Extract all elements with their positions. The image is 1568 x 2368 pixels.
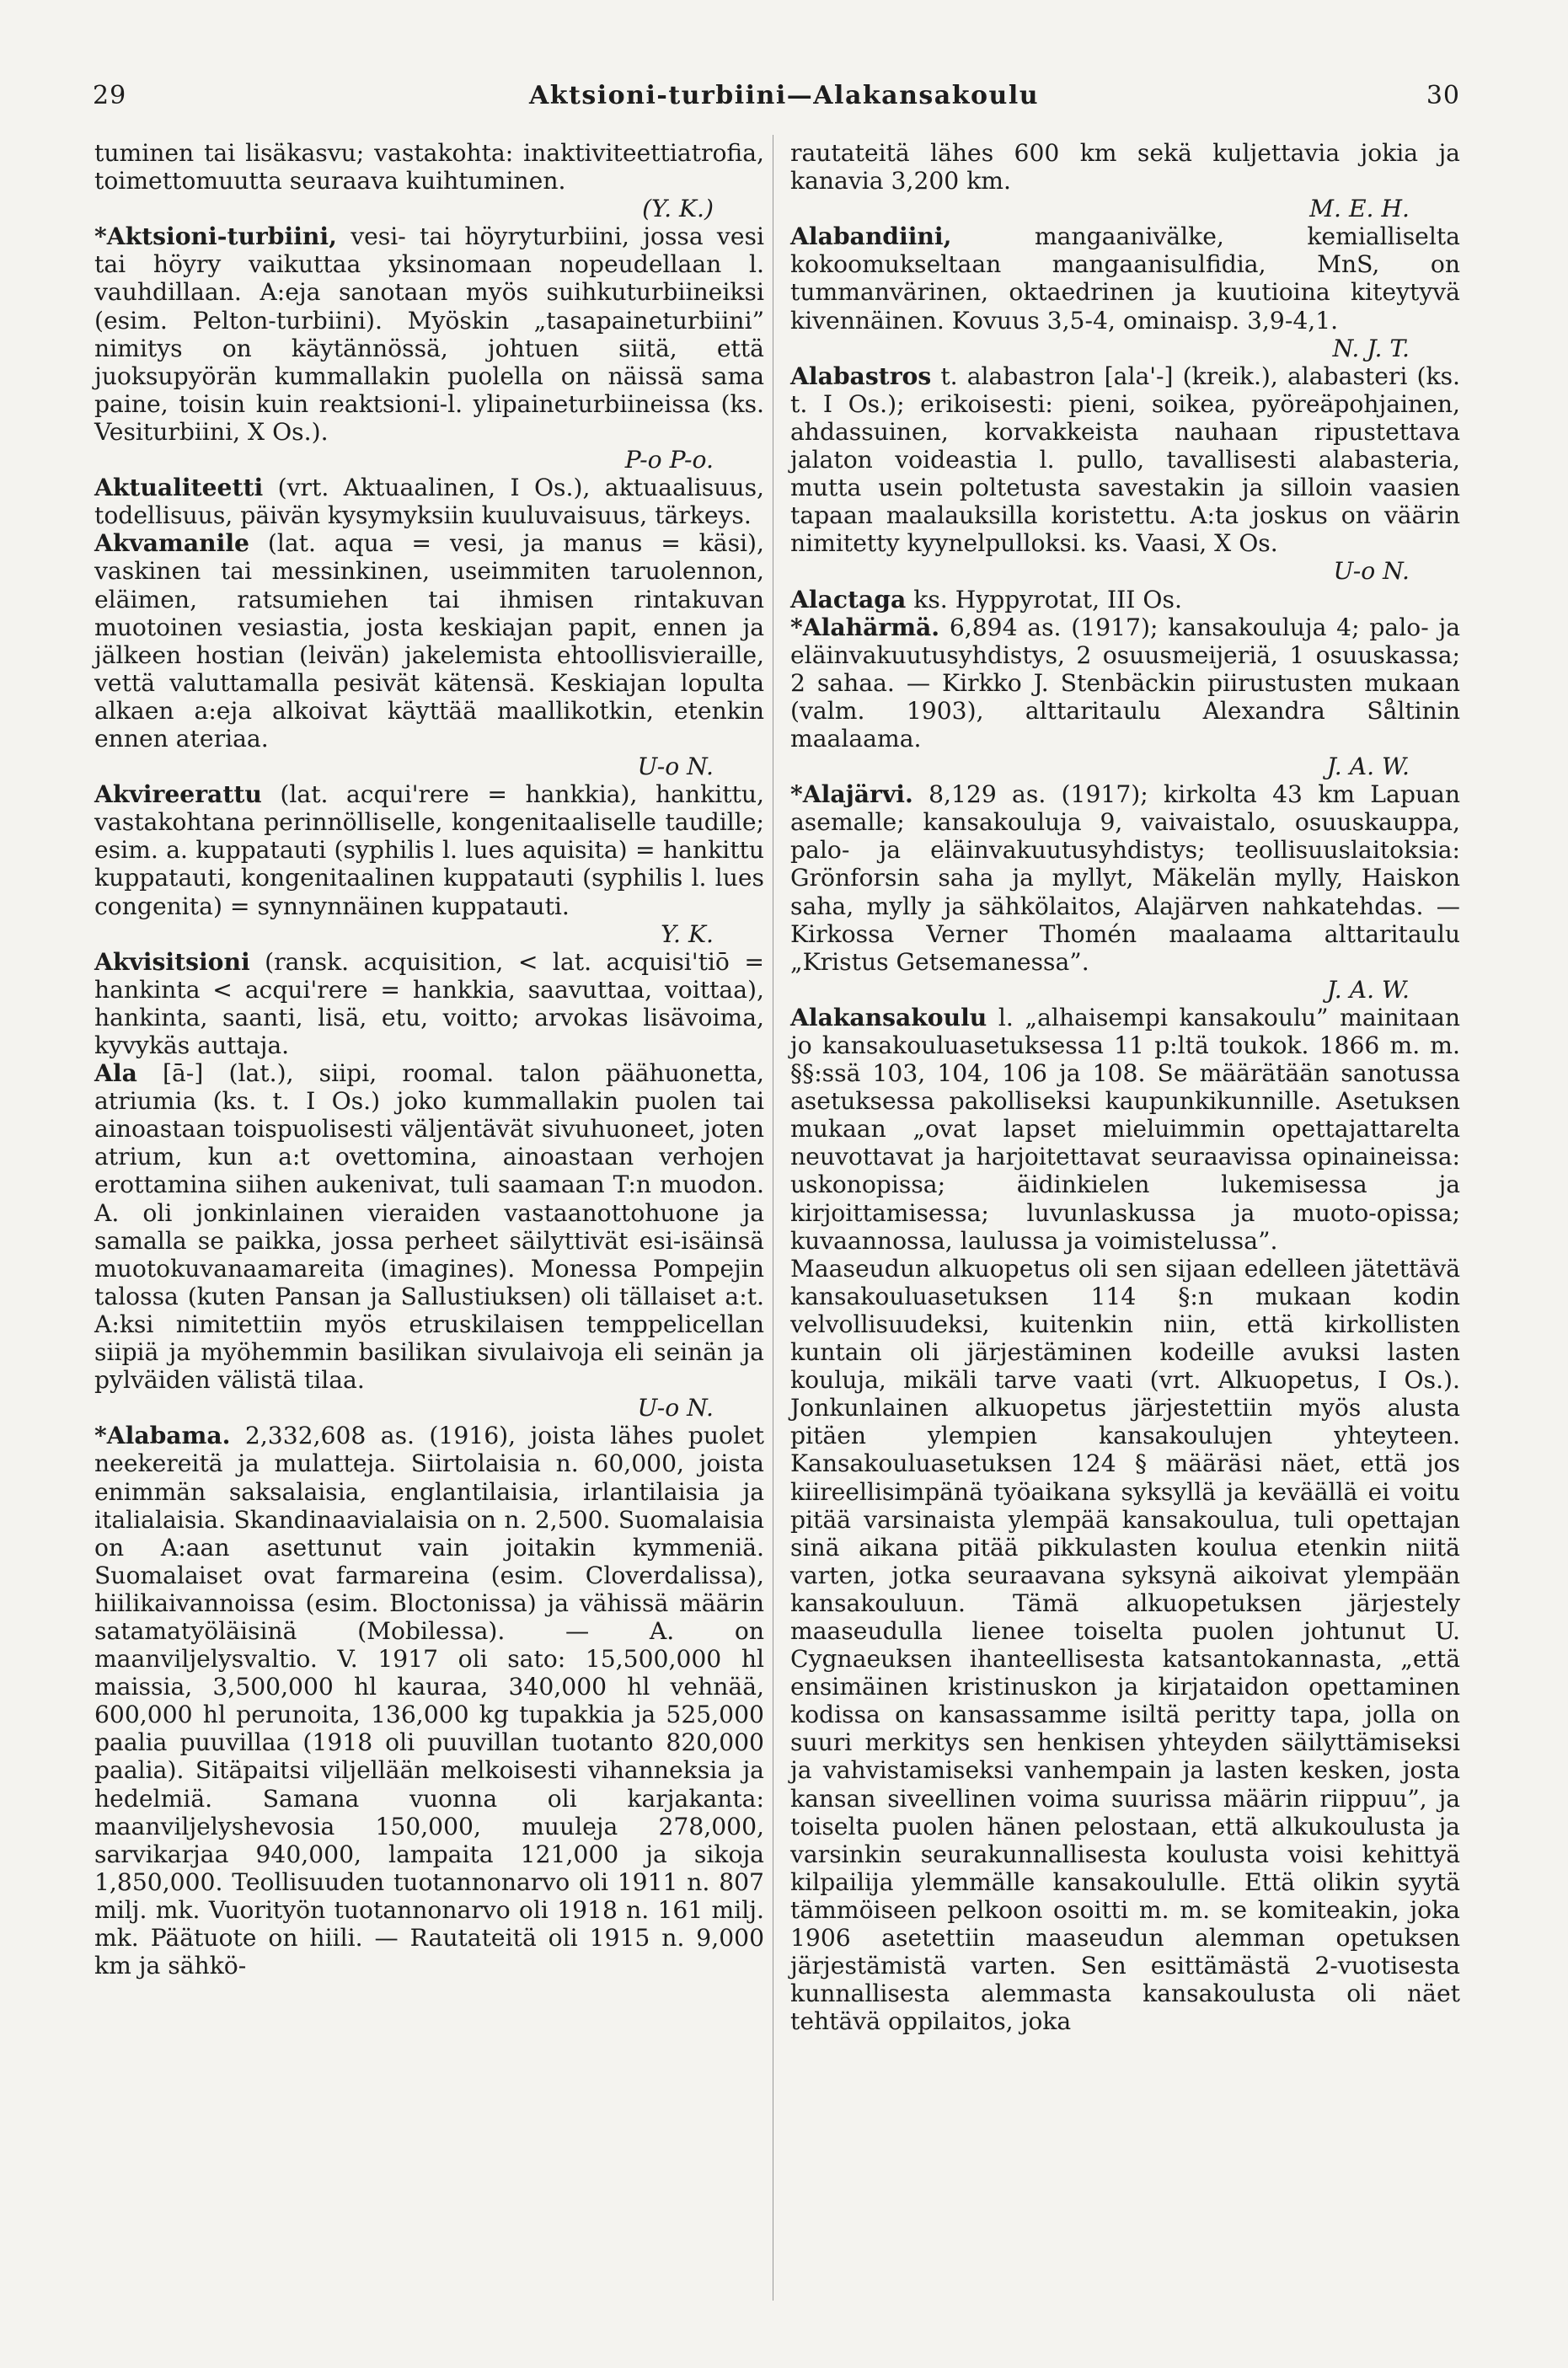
article-entry bbox=[94, 948, 764, 1059]
headword: *Aktsioni-turbiini, bbox=[94, 222, 337, 251]
page-number-left: 29 bbox=[93, 81, 127, 110]
article-entry bbox=[94, 222, 764, 474]
entry-text: 6,894 as. (1917); kansakouluja 4; palo- ja eläinvakuutusyhdistys, 2 osuusmeijeriä, 1 osuuskassa; 2 sahaa. — Kirkko J. Stenbäckin piirustusten mukaan (valm. 1903), alttaritaulu Alexandra Såltinin maalaama. bbox=[790, 613, 1460, 753]
entry-text: (ransk. acquisition, < lat. acquisi'tiō = hankinta < acqui'rere = hankkia, saavuttaa, voittaa), hankinta, saanti, lisä, etu, voitto; arvokas lisävoima, kyvykäs auttaja. bbox=[94, 947, 764, 1059]
author-signature: J. A. W. bbox=[1326, 975, 1410, 1004]
article-entry bbox=[94, 780, 764, 948]
entry-text: (lat. acqui'rere = hankkia), hankittu, vastakohtana perinnölliselle, kongenitaaliselle taudille; esim. a. kuppatauti (syphilis l. lues aquisita) = hankittu kuppatauti, kongenitaalinen kuppatauti (syphilis l. lues congenita) = synnynnäinen kuppatauti. bbox=[94, 780, 764, 920]
entry-text: rautateitä lähes 600 km sekä kuljettavia jokia ja kanavia 3,200 km. bbox=[790, 139, 1460, 196]
entry-text: vesi- tai höyryturbiini, jossa vesi tai höyry vaikuttaa yksinomaan nopeudellaan l. vauhdillaan. A:eja sanotaan myös suihkuturbiineiksi (esim. Pelton-turbiini). Myöskin „tasapaineturbiini” nimitys on käytännössä, johtuen siitä, että juoksupyörän kummallakin puolella on näissä sama paine, toisin kuin reaktsioni-l. ylipaineturbiineissa (ks. Vesiturbiini, X Os.). bbox=[94, 222, 764, 446]
running-title: Aktsioni-turbiini—Alakansakoulu bbox=[528, 81, 1040, 110]
author-signature: N. J. T. bbox=[1332, 334, 1410, 362]
article-entry bbox=[790, 139, 1460, 222]
headword: Akvamanile bbox=[94, 529, 249, 558]
entry-text: l. „alhaisempi kansakoulu” mainitaan jo kansakouluasetuksessa 11 p:ltä toukok. 1866 m. m. §§:ssä 103, 104, 106 ja 108. Se määrätään sanotussa asetuksessa pakolliseksi kaupunkikunnille. Asetuksen mukaan „ovat lapset mieluimmin opettajattarelta neuvottavat ja harjoitettavat seuraavissa opinaineissa: uskonopissa; äidinkielen lukemisessa ja kirjoittamisessa; luvunlaskussa ja muoto-opissa; kuvaannossa, laulussa ja voimistelussa”. bbox=[790, 1003, 1460, 1255]
entry-text: Maaseudun alkuopetus oli sen sijaan edelleen jätettävä kansakouluasetuksen 114 §:n mukaan kodin velvollisuudeksi, kuitenkin niin, että kirkollisten kuntain oli järjestäminen kodeille avuksi lasten kouluja, mikäli tarve vaati (vrt. Alkuopetus, I Os.). Jonkunlainen alkuopetus järjestettiin myös alusta pitäen ylempien kansakoulujen yhteyteen. Kansakouluasetuksen 124 § määräsi näet, että jos kiireellisimpänä työaikana syksyllä ja keväällä ei voitu pitää varsinaista ylempää kansakoulua, tuli opettajan sinä aikana pitää pikkulasten koulua etenkin niitä varten, jotka seuraavana syksynä aikoivat ylempään kansakouluun. Tämä alkuopetuksen järjestely maaseudulla lienee toiselta puolen johtunut U. Cygnaeuksen ihanteellisesta katsantokannasta, „että ensimäinen kristinuskon ja kirjataidon opettaminen kodissa on kansassamme isiltä peritty tapa, jolla on suuri merkitys sen henkisen yhteyden säilyttämiseksi ja vahvistamiseksi vanhempain ja lasten kesken, josta kansan siveellinen voima suurissa määrin riippuu”, ja toiselta puolen hänen pelostaan, että alkukoulusta ja varsinkin seurakunnallisesta koulusta voisi kehittyä kilpailija ylemmälle kansakoululle. Että olikin syytä tämmöiseen pelkoon osoitti m. m. se komiteakin, joka 1906 asetettiin maaseudun alemman opetuksen järjestämistä varten. Sen esittämästä 2-vuotisesta kunnallisesta alemmasta kansakoulusta oli näet tehtävä oppilaitos, joka bbox=[790, 1254, 1460, 2036]
article-entry bbox=[94, 139, 764, 222]
author-signature: P-o P-o. bbox=[624, 446, 714, 474]
entry-text: 2,332,608 as. (1916), joista lähes puolet neekereitä ja mulatteja. Siirtolaisia n. 60,000, joista enimmän saksalaisia, englantilaisia, irlantilaisia ja italialaisia. Skandinaavialaisia on n. 2,500. Suomalaisia on A:aan asettunut vain joitakin kymmeniä. Suomalaiset ovat farmareina (esim. Cloverdalissa), hiilikaivannoissa (esim. Bloctonissa) ja vähissä määrin satamatyöläisinä (Mobilessa). — A. on maanviljelysvaltio. V. 1917 oli sato: 15,500,000 hl maissia, 3,500,000 hl kauraa, 340,000 hl vehnää, 600,000 hl perunoita, 136,000 kg tupakkia ja 525,000 paalia puuvillaa (1918 oli puuvillan tuotanto 820,000 paalia). Sitäpaitsi viljellään melkoisesti vihanneksia ja hedelmiä. Samana vuonna oli karjakanta: maanviljelyshevosia 150,000, muuleja 278,000, sarvikarjaa 940,000, lampaita 121,000 ja sikoja 1,850,000. Teollisuuden tuotannonarvo oli 1911 n. 807 milj. mk. Vuorityön tuotannonarvo oli 1918 n. 161 milj. mk. Päätuote on hiili. — Rautateitä oli 1915 n. 9,000 km ja sähkö- bbox=[94, 1422, 764, 1980]
headword: *Alajärvi. bbox=[790, 780, 913, 809]
article-entry bbox=[790, 362, 1460, 586]
author-signature: U-o N. bbox=[637, 1394, 714, 1422]
author-signature: M. E. H. bbox=[1309, 195, 1410, 223]
entry-text: mangaanivälke, kemialliselta kokoomukseltaan mangaanisulfidia, MnS, on tummanvärinen, oktaedrinen ja kuutioina kiteytyvä kivennäinen. Kovuus 3,5-4, ominaisp. 3,9-4,1. bbox=[790, 222, 1460, 335]
article-entry bbox=[790, 586, 1460, 613]
entry-text: ks. Hyppyrotat, III Os. bbox=[913, 585, 1182, 613]
headword: Alakansakoulu bbox=[790, 1003, 987, 1031]
entry-text: (vrt. Aktuaalinen, I Os.), aktuaalisuus, todellisuus, päivän kysymyksiin kuuluvaisuus, tärkeys. bbox=[94, 474, 764, 530]
page-number-right: 30 bbox=[1426, 81, 1460, 110]
article-entry bbox=[94, 1422, 764, 1980]
entry-text: t. alabastron [ala'-] (kreik.), alabasteri (ks. t. I Os.); erikoisesti: pieni, soikea, pyöreäpohjainen, ahdassuinen, korvakkeista nauhaan ripustettava jalaton voideastia l. pullo, tavallisesti alabasteria, mutta usein poltetusta savestakin ja silloin vaasien tapaan maalauksilla koristettu. A:ta joskus on väärin nimitetty kyynelpulloksi. ks. Vaasi, X Os. bbox=[790, 362, 1460, 558]
headword: Alabandiini, bbox=[790, 222, 952, 251]
article-entry bbox=[94, 1059, 764, 1422]
entry-text: 8,129 as. (1917); kirkolta 43 km Lapuan asemalle; kansakouluja 9, vaivaistalo, osuuskauppa, palo- ja eläinvakuutusyhdistys; teollisuuslaitoksia: Grönforsin saha ja myllyt, Mäkelän mylly, Haiskon saha, mylly ja sähkölaitos, Alajärven nahkatehdas. — Kirkossa Verner Thomén maalaama alttaritaulu „Kristus Getsemanessa”. bbox=[790, 780, 1460, 976]
author-signature: J. A. W. bbox=[1326, 753, 1410, 781]
entry-text: tuminen tai lisäkasvu; vastakohta: inaktiviteettiatrofia, toimettomuutta seuraava kuihtuminen. bbox=[94, 139, 764, 196]
headword: Alabastros bbox=[790, 362, 932, 390]
article-entry bbox=[790, 1004, 1460, 1255]
author-signature: U-o N. bbox=[1333, 557, 1410, 586]
article-entry bbox=[790, 613, 1460, 781]
entry-text: [ā-] (lat.), siipi, roomal. talon päähuonetta, atriumia (ks. t. I Os.) joko kummallakin puolen tai ainoastaan toispuolisesti väljentävät sivuhuoneet, joten atrium, kun a:t ovettomina, ainoastaan verhojen erottamina siihen aukenivat, tuli saamaan T:n muodon. A. oli jonkinlainen vieraiden vastaanottohuone ja samalla se paikka, jossa perheet säilyttivät esi-isäinsä muotokuvanaamareita (imagines). Monessa Pompejin talossa (kuten Pansan ja Sallustiuksen) oli tällaiset a:t. A:ksi nimitettiin myös etruskilaisen temppelicellan siipiä ja myöhemmin basilikan sivulaivoja eli seinän ja pylväiden välistä tilaa. bbox=[94, 1059, 764, 1395]
headword: *Alabama. bbox=[94, 1422, 231, 1450]
headword: Alactaga bbox=[790, 585, 907, 613]
left-column bbox=[94, 139, 764, 1980]
article-entry bbox=[94, 529, 764, 780]
headword: Aktualiteetti bbox=[94, 474, 264, 502]
headword: Akvisitsioni bbox=[94, 947, 250, 976]
author-signature: (Y. K.) bbox=[642, 195, 714, 223]
right-column bbox=[790, 139, 1460, 2035]
article-entry bbox=[790, 1255, 1460, 2036]
headword: Ala bbox=[94, 1059, 137, 1088]
headword: Akvireerattu bbox=[94, 780, 262, 809]
article-entry bbox=[94, 474, 764, 529]
author-signature: U-o N. bbox=[637, 753, 714, 781]
article-entry bbox=[790, 780, 1460, 1004]
article-entry bbox=[790, 222, 1460, 362]
entry-text: (lat. aqua = vesi, ja manus = käsi), vaskinen tai messinkinen, useimmiten taruolennon, eläimen, ratsumiehen tai ihmisen rintakuvan muotoinen vesiastia, josta keskiajan papit, ennen ja jälkeen hostian (leivän) jakelemista ehtoollisvieraille, vettä valuttamalla pesivät kätensä. Keskiajan lopulta alkaen a:eja alkoivat käyttää maallikotkin, etenkin ennen ateriaa. bbox=[94, 529, 765, 753]
headword: *Alahärmä. bbox=[790, 613, 940, 641]
author-signature: Y. K. bbox=[661, 919, 714, 948]
